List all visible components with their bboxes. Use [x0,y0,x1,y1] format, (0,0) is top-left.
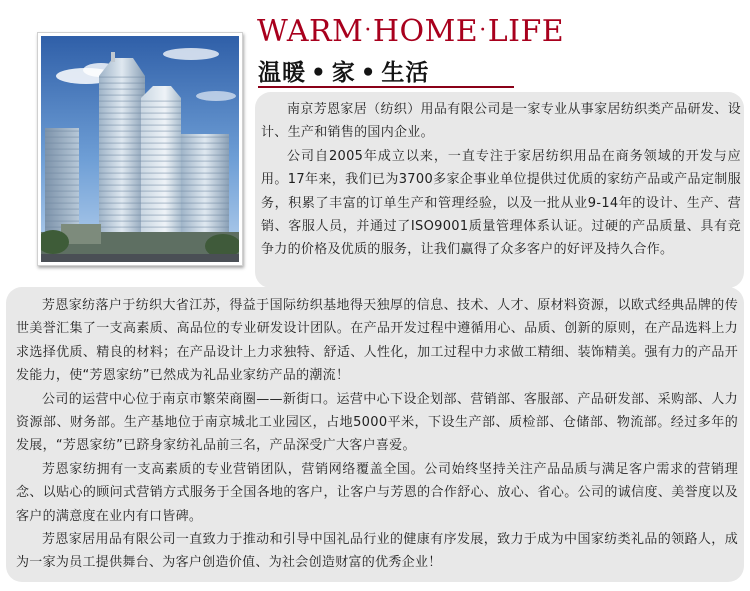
slogan-cn-word-2: 家 [331,60,356,86]
header-divider [258,86,514,88]
details-paragraph-brand: 芳恩家纺落户于纺织大省江苏，得益于国际纺织基地得天独厚的信息、技术、人才、原材料资源，以欧式经典品牌的传世美誉汇集了一支高素质、高品位的专业研发设计团队。在产品开发过程中遵循用心、品质、创新的原则，在产品选料上力求选择优质、精良的材料；在产品设计上力求独特、舒适、人性化，加工过程中力求做工精细、装饰精美。强有力的产品开发能力，使“芳恩家纺”已然成为礼品业家纺产品的潮流！ [16,298,738,384]
details-text-block [16,294,738,575]
slogan-word-home: HOME [372,14,479,49]
slogan-cn-separator: • [360,60,377,86]
chinese-slogan [258,54,429,87]
skyscraper-image [41,36,239,262]
slogan-separator: · [479,18,487,43]
english-slogan [257,14,564,49]
slogan-word-warm: WARM [257,14,364,49]
intro-text-block [261,98,741,262]
intro-paragraph-company: 南京芳恩家居（纺织）用品有限公司是一家专业从事家居纺织类产品研发、设计、生产和销售的国内企业。 [261,102,741,141]
slogan-cn-separator: • [311,60,327,86]
intro-paragraph-history: 公司自2005年成立以来，一直专注于家居纺织用品在商务领域的开发与应用。17年来，我们已为3700多家企事业单位提供过优质的家纺产品或产品定制服务，积累了丰富的订单生产和管理经验，以及一批从业9-14年的设计、生产、营销、客服人员，并通过了ISO9001质量管理体系认证。过硬的产品质量、具有竞争力的价格及优质的服务，让我们赢得了众多客户的好评及持久合作。 [261,148,741,258]
slogan-cn-word-3: 生活 [381,60,430,86]
slogan-separator: · [364,18,372,43]
building-photo [37,32,243,266]
slogan-cn-word-1: 温暖 [258,60,306,86]
details-paragraph-operations: 公司的运营中心位于南京市繁荣商圈——新街口。运营中心下设企划部、营销部、客服部、产品研发部、采购部、人力资源部、财务部。生产基地位于南京城北工业园区，占地5000平米，下设生产部、质检部、仓储部、物流部。经过多年的发展，“芳恩家纺”已跻身家纺礼品前三名，产品深受广大客户喜爱。 [16,391,738,454]
slogan-word-life: LIFE [487,14,565,49]
details-paragraph-marketing: 芳恩家纺拥有一支高素质的专业营销团队，营销网络覆盖全国。公司始终坚持关注产品品质与满足客户需求的营销理念、以贴心的顾问式营销方式服务于全国各地的客户，让客户与芳恩的合作舒心、放心、省心。公司的诚信度、美誉度以及客户的满意度在业内有口皆碑。 [16,461,738,524]
details-paragraph-mission: 芳恩家居用品有限公司一直致力于推动和引导中国礼品行业的健康有序发展，致力于成为中国家纺类礼品的领路人，成为一家为员工提供舞台、为客户创造价值、为社会创造财富的优秀企业！ [16,532,738,571]
